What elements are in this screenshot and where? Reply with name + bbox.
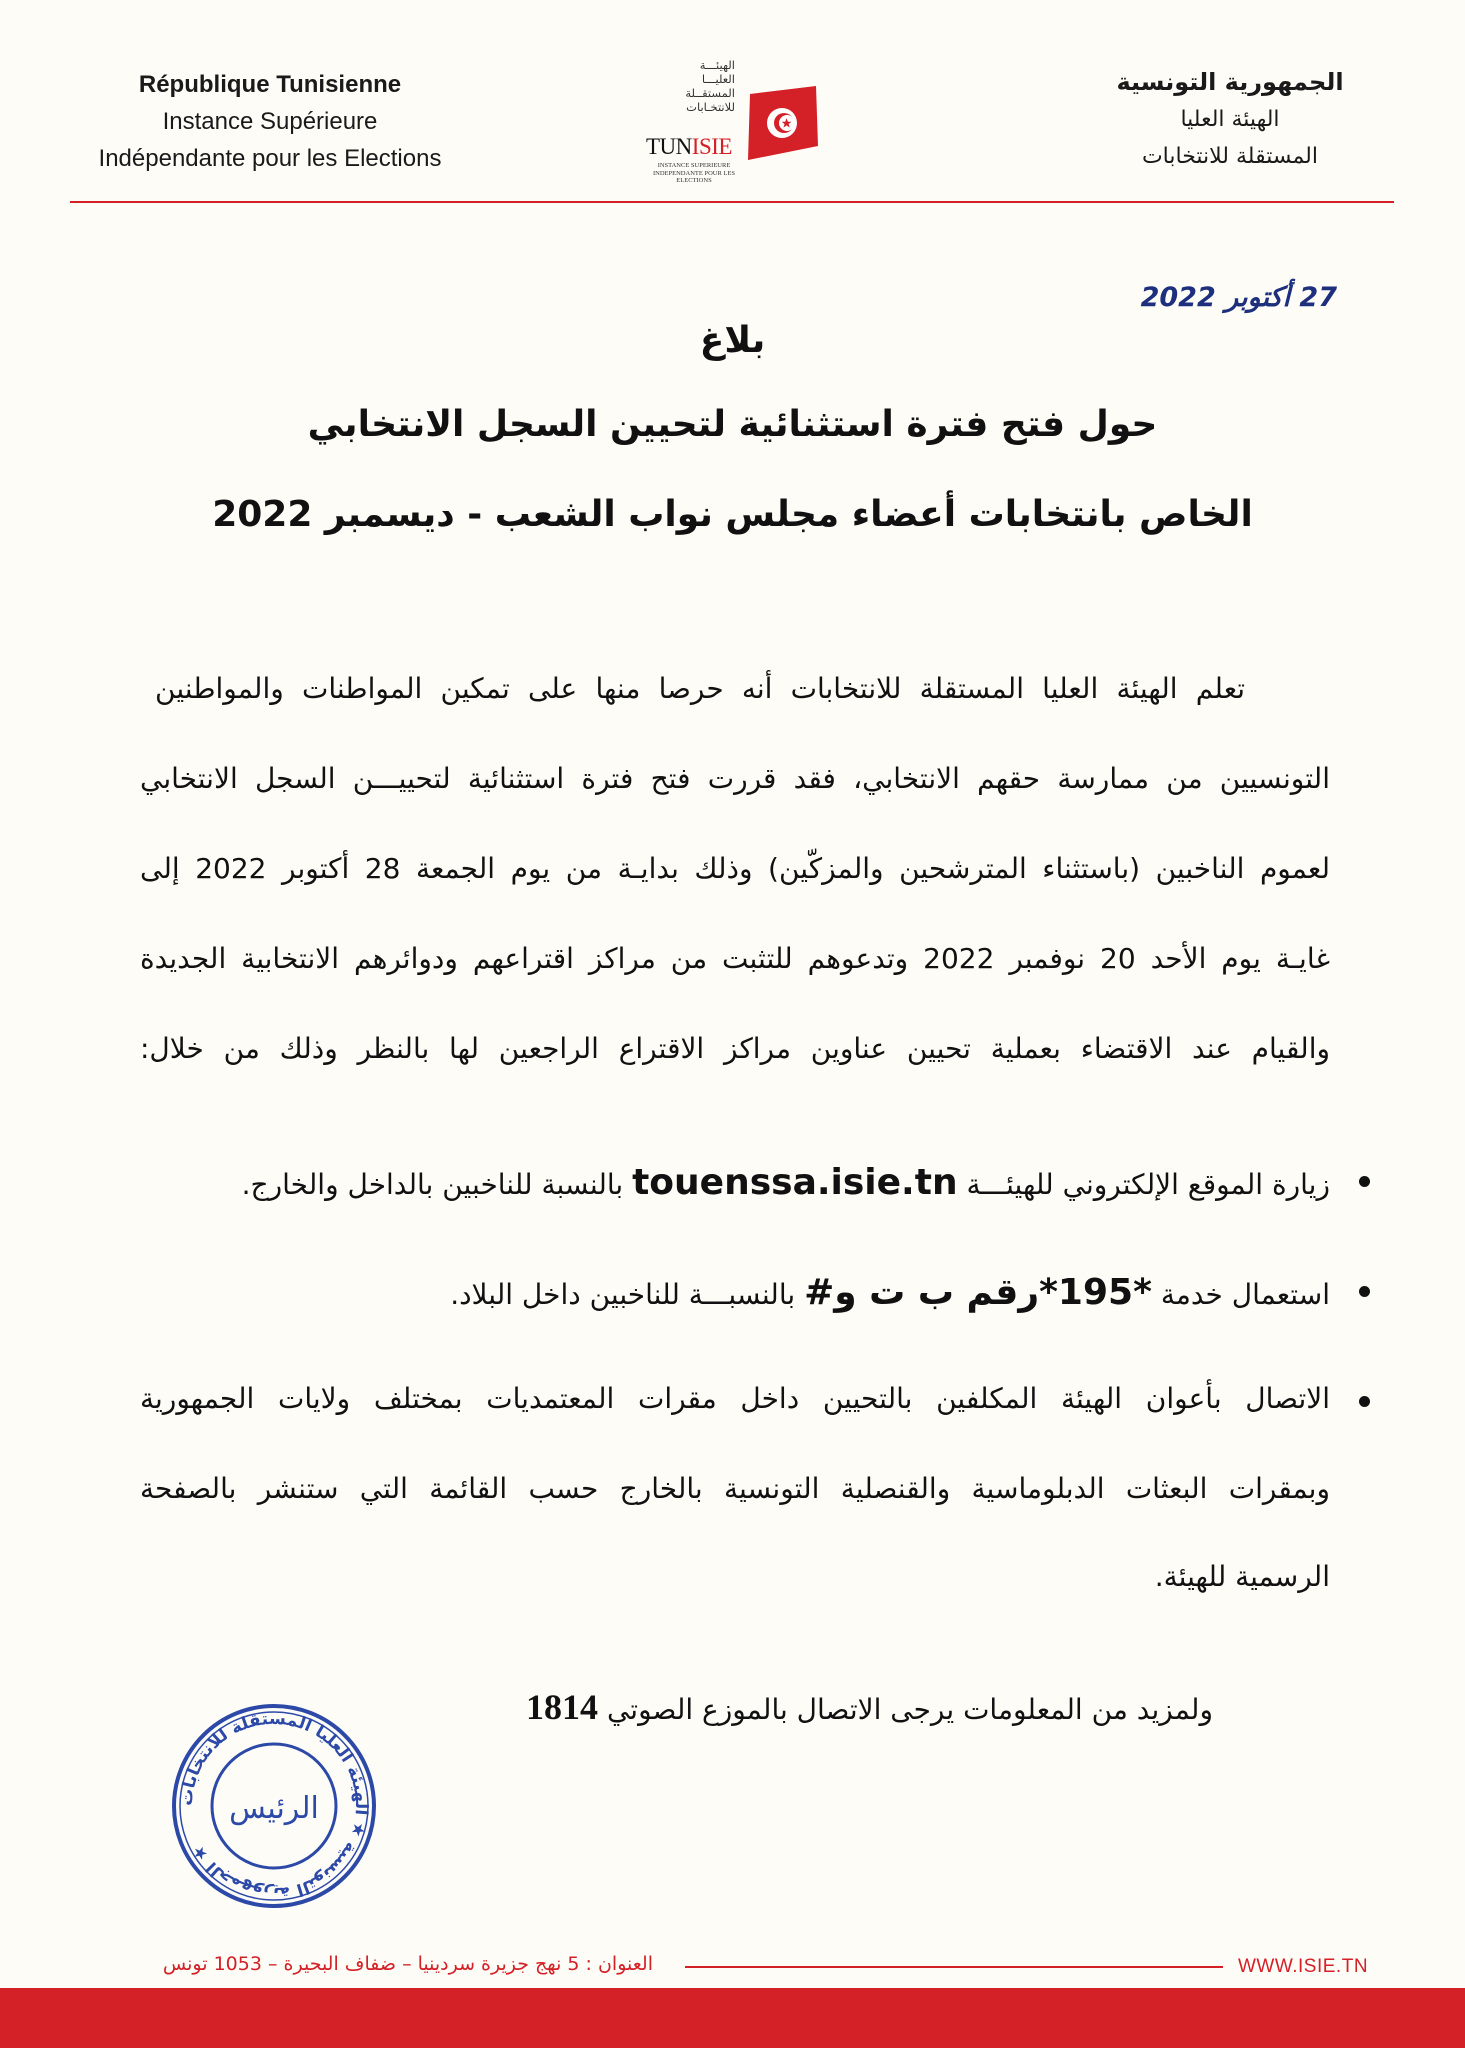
header-arabic bbox=[1065, 64, 1395, 175]
bullet-dot bbox=[1359, 1176, 1370, 1187]
website-link[interactable]: touenssa.isie.tn bbox=[632, 1162, 958, 1203]
header-fr-line1: République Tunisienne bbox=[138, 71, 402, 98]
body-line-4: غايـة يوم الأحد 20 نوفمبر 2022 وتدعوهم للتثبت من مراكز اقتراعهم ودوائرهم الانتخابية الجديدة bbox=[140, 942, 1331, 975]
bullet-website bbox=[242, 1162, 1330, 1203]
bullet-dot bbox=[1359, 1286, 1370, 1297]
logo-subtitle: INSTANCE SUPERIEURE INDEPENDANTE POUR LES ELECTIONS bbox=[653, 162, 735, 184]
body-line-2: التونسيين من ممارسة حقهم الانتخابي، فقد قررت فتح فترة استثنائية لتحييـــن السجل الانتخابي bbox=[140, 762, 1330, 795]
logo-brand-tun: TUN bbox=[646, 134, 692, 159]
bullet-ussd-text-pre: استعمال خدمة bbox=[1160, 1278, 1330, 1311]
logo-ar-line2: العليـــا bbox=[701, 72, 735, 86]
communique-subtitle-2: الخاص بانتخابات أعضاء مجلس نواب الشعب - ديسمبر 2022 bbox=[212, 494, 1253, 535]
logo-brand-isie: ISIE bbox=[691, 134, 732, 159]
logo-brand bbox=[646, 134, 732, 160]
communique-subtitle-1: حول فتح فترة استثنائية لتحيين السجل الانتخابي bbox=[307, 404, 1158, 445]
header-ar-line2: الهيئة العليا bbox=[1180, 107, 1280, 132]
communique-title: بلاغ bbox=[699, 320, 766, 361]
logo-arabic-text bbox=[640, 58, 735, 114]
body-line-1: تعلم الهيئة العليا المستقلة للانتخابات أنه حرصا منها على تمكين المواطنات والمواطنين bbox=[155, 672, 1245, 705]
bullet-website-text-pre: زيارة الموقع الإلكتروني للهيئـــة bbox=[966, 1168, 1330, 1201]
official-stamp bbox=[168, 1700, 380, 1910]
bullet-agents bbox=[140, 1382, 1330, 1415]
stamp-center-text: الرئيس bbox=[229, 1791, 319, 1826]
bullet-dot bbox=[1359, 1396, 1370, 1407]
stamp-ring-text: الجمهورية التونسية ★ الهيئة العليا المستقلة للانتخابات ★ bbox=[176, 1708, 372, 1904]
footer-address: العنوان : 5 نهج جزيرة سردينيا – ضفاف البحيرة – 1053 تونس bbox=[162, 1953, 653, 1975]
bullet-agents-line2: وبمقرات البعثات الدبلوماسية والقنصلية التونسية بالخارج حسب القائمة التي ستنشر بالصفحة bbox=[140, 1472, 1330, 1505]
contact-text: ولمزيد من المعلومات يرجى الاتصال بالموزع الصوتي bbox=[606, 1693, 1213, 1726]
body-line-3: لعموم الناخبين (باستثناء المترشحين والمزكّين) وذلك بدايـة من يوم الجمعة 28 أكتوبر 2022 إلى bbox=[140, 852, 1330, 885]
date-stamp: 27 أكتوبر 2022 bbox=[1140, 282, 1337, 313]
logo-ar-line1: الهيئـــة bbox=[699, 58, 735, 72]
footer-website[interactable]: WWW.ISIE.TN bbox=[1238, 1956, 1369, 1977]
tunisian-flag-icon bbox=[744, 84, 824, 164]
footer-band bbox=[0, 1988, 1465, 2048]
bullet-agents-line3: الرسمية للهيئة. bbox=[1154, 1560, 1330, 1593]
bullet-ussd-text-post: بالنسبـــة للناخبين داخل البلاد. bbox=[450, 1278, 796, 1311]
contact-number: 1814 bbox=[526, 1687, 599, 1727]
header-french bbox=[60, 66, 480, 177]
header-ar-line1: الجمهورية التونسية bbox=[1116, 68, 1344, 96]
body-line-5: والقيام عند الاقتضاء بعملية تحيين عناوين مراكز الاقتراع الراجعين لها بالنظر وذلك من خلال: bbox=[140, 1032, 1330, 1065]
header-fr-line2: Instance Supérieure bbox=[162, 108, 378, 135]
bullet-agents-end bbox=[1155, 1560, 1330, 1593]
footer-rule bbox=[685, 1966, 1223, 1968]
ussd-code: *195*رقم ب ت و# bbox=[804, 1272, 1152, 1313]
bullet-agents-cont bbox=[140, 1472, 1330, 1505]
header-fr-line3: Indépendante pour les Elections bbox=[98, 145, 442, 172]
logo-ar-line4: للانتخـابات bbox=[686, 100, 735, 114]
bullet-website-text-post: بالنسبة للناخبين بالداخل والخارج. bbox=[241, 1168, 624, 1201]
bullet-agents-line1: الاتصال بأعوان الهيئة المكلفين بالتحيين داخل مقرات المعتمديات بمختلف ولايات الجمهورية bbox=[140, 1382, 1330, 1415]
isie-logo bbox=[640, 58, 820, 188]
contact-line bbox=[526, 1686, 1213, 1728]
header-divider bbox=[70, 201, 1394, 203]
header-ar-line3: المستقلة للانتخابات bbox=[1141, 144, 1319, 169]
bullet-ussd bbox=[450, 1272, 1330, 1313]
logo-ar-line3: المستقــلة bbox=[685, 86, 735, 100]
